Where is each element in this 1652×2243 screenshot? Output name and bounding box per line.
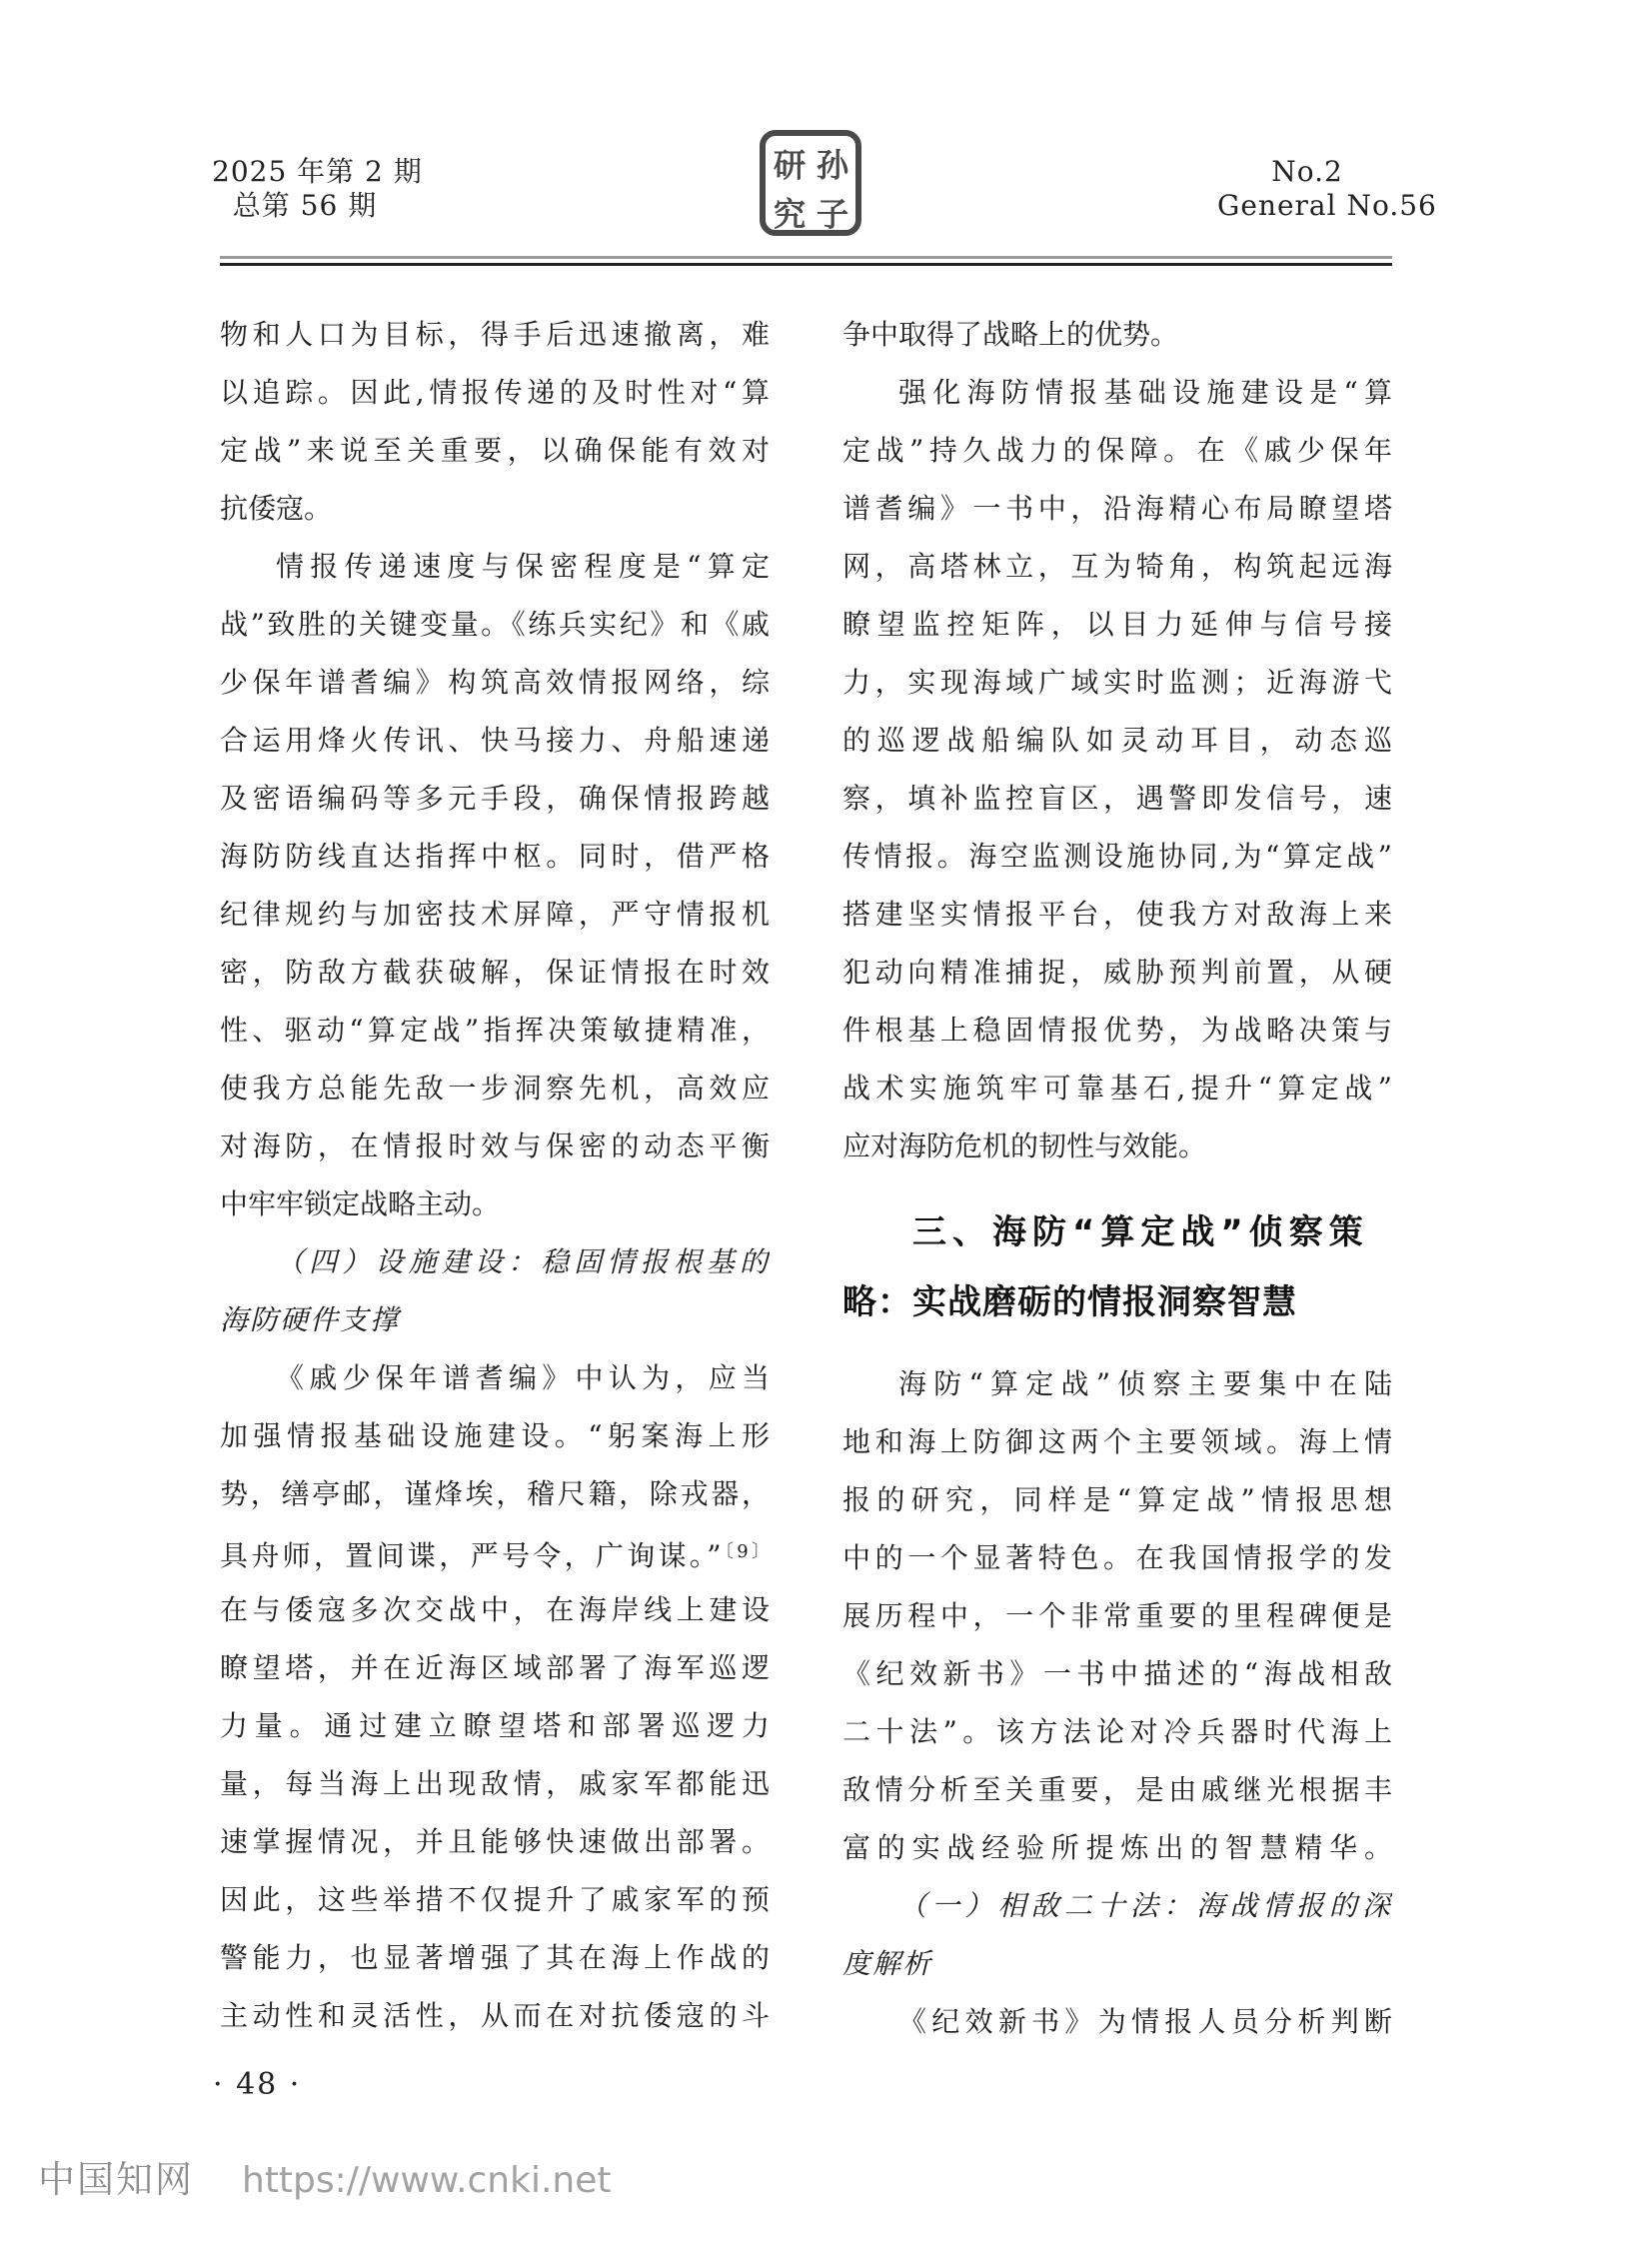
text-line: 战”致胜的关键变量。《练兵实纪》和《戚	[220, 608, 770, 641]
text-line: 量，每当海上出现敌情，戚家军都能迅	[220, 1767, 770, 1800]
text-line: 报的研究，同样是“算定战”情报思想	[842, 1483, 1392, 1516]
text-line: 察，填补监控盲区，遇警即发信号，速	[842, 782, 1392, 815]
text-line: 犯动向精准捕捉，威胁预判前置，从硬	[842, 956, 1392, 989]
text-line: 件根基上稳固情报优势，为战略决策与	[842, 1014, 1392, 1047]
page-number: · 48 ·	[213, 2067, 302, 2102]
text-line: 纪律规约与加密技术屏障，严守情报机	[220, 898, 770, 931]
text-line: 中牢牢锁定战略主动。	[220, 1187, 501, 1220]
seal-char: 究	[773, 195, 806, 234]
text-line: 合运用烽火传讯、快马接力、舟船速递	[220, 724, 770, 757]
text-line: 瞭望监控矩阵，以目力延伸与信号接	[842, 608, 1392, 641]
text-line: 中的一个显著特色。在我国情报学的发	[842, 1541, 1392, 1574]
text-line: 物和人口为目标，得手后迅速撤离，难	[220, 318, 770, 351]
body-columns	[220, 306, 1392, 2051]
seal-char: 子	[816, 195, 848, 234]
text-line: 搭建坚实情报平台，使我方对敌海上来	[842, 898, 1392, 931]
text-line: 在与倭寇多次交战中，在海岸线上建设	[220, 1593, 770, 1626]
text-line: 《纪效新书》一书中描述的“海战相敌	[842, 1657, 1392, 1690]
seal-char: 研	[773, 146, 806, 185]
text-line: 以追踪。因此,情报传递的及时性对“算	[220, 376, 770, 409]
text-line: 定战”来说至关重要，以确保能有效对	[220, 434, 770, 467]
text-line: 具舟师，置间谍，严号令，广询谋。”$^{〔9〕}$	[220, 1539, 770, 1572]
text-line: 瞭望塔，并在近海区域部署了海军巡逻	[220, 1651, 770, 1684]
text-line: 力量。通过建立瞭望塔和部署巡逻力	[220, 1709, 770, 1742]
text-line: 地和海上防御这两个主要领域。海上情	[842, 1425, 1392, 1458]
text-line: 《戚少保年谱耆编》中认为，应当	[276, 1361, 770, 1394]
text-line: 的巡逻战船编队如灵动耳目，动态巡	[842, 724, 1392, 757]
text-line: 抗倭寇。	[220, 492, 333, 525]
right-column	[842, 306, 1392, 2051]
text-line: 应对海防危机的韧性与效能。	[842, 1129, 1207, 1162]
text-line: （四）设施建设：稳固情报根基的	[276, 1245, 770, 1278]
text-line: 战术实施筑牢可靠基石,提升“算定战”	[842, 1072, 1392, 1105]
journal-issue-cn	[212, 155, 423, 223]
text-line: 二十法”。该方法论对冷兵器时代海上	[842, 1715, 1392, 1748]
cnki-brand: 中国知网	[38, 2158, 194, 2201]
text-line: 《纪效新书》为情报人员分析判断	[898, 2005, 1392, 2038]
text-line: 海防“算定战”侦察主要集中在陆	[898, 1367, 1392, 1400]
text-line: 力，实现海域广域实时监测；近海游弋	[842, 666, 1392, 699]
journal-issue-en	[1217, 155, 1437, 223]
issue-en-line2: General No.56	[1217, 189, 1437, 222]
left-column	[220, 306, 770, 2051]
text-line: 敌情分析至关重要，是由戚继光根据丰	[842, 1773, 1392, 1806]
text-line: 警能力，也显著增强了其在海上作战的	[220, 1941, 770, 1974]
text-line: 势，缮亭邮，谨烽埃，稽尺籍，除戎器，	[220, 1477, 770, 1510]
header-rule-bottom	[220, 263, 1392, 266]
header-rule	[220, 256, 1392, 266]
text-line: 使我方总能先敌一步洞察先机，高效应	[220, 1072, 770, 1105]
text-line: 因此，这些举措不仅提升了戚家军的预	[220, 1883, 770, 1916]
text-line: 强化海防情报基础设施建设是“算	[898, 376, 1392, 409]
text-line: 谱耆编》一书中，沿海精心布局瞭望塔	[842, 492, 1392, 525]
footer-watermark	[38, 2149, 612, 2203]
text-line: 性、驱动“算定战”指挥决策敏捷精准，	[220, 1014, 770, 1047]
text-line: 展历程中，一个非常重要的里程碑便是	[842, 1599, 1392, 1632]
text-line: 传情报。海空监测设施协同,为“算定战”	[842, 840, 1392, 873]
text-line: 速掌握情况，并且能够快速做出部署。	[220, 1825, 770, 1858]
text-line: 及密语编码等多元手段，确保情报跨越	[220, 782, 770, 815]
text-line: 主动性和灵活性，从而在对抗倭寇的斗	[220, 1999, 770, 2032]
text-line: 争中取得了战略上的优势。	[842, 318, 1179, 351]
text-line: 网，高塔林立，互为犄角，构筑起远海	[842, 550, 1392, 583]
journal-seal	[760, 130, 861, 236]
text-line: 海防硬件支撑	[220, 1303, 401, 1336]
text-line: 富的实战经验所提炼出的智慧精华。	[842, 1831, 1392, 1864]
seal-char: 孙	[816, 146, 848, 185]
text-line: （一）相敌二十法：海战情报的深	[898, 1889, 1392, 1922]
text-line: 海防防线直达指挥中枢。同时，借严格	[220, 840, 770, 873]
issue-en-line1: No.2	[1271, 155, 1343, 188]
text-line: 密，防敌方截获破解，保证情报在时效	[220, 956, 770, 989]
text-line: 定战”持久战力的保障。在《戚少保年	[842, 434, 1392, 467]
text-line: 少保年谱耆编》构筑高效情报网络，综	[220, 666, 770, 699]
header-rule-top	[220, 256, 1392, 259]
text-line: 略：实战磨砺的情报洞察智慧	[842, 1282, 1297, 1322]
cnki-url: https://www.cnki.net	[242, 2160, 612, 2201]
text-line: 对海防，在情报时效与保密的动态平衡	[220, 1129, 770, 1162]
issue-cn-line2: 总第 56 期	[232, 189, 378, 222]
footnote-marker: 〔9〕	[721, 1541, 770, 1562]
text-line: 加强情报基础设施建设。“躬案海上形	[220, 1419, 770, 1452]
text-line: 情报传递速度与保密程度是“算定	[276, 550, 770, 583]
text-line: 度解析	[842, 1947, 933, 1980]
text-line: 三、海防“算定战”侦察策	[912, 1212, 1369, 1252]
issue-cn-line1: 2025 年第 2 期	[212, 155, 423, 188]
